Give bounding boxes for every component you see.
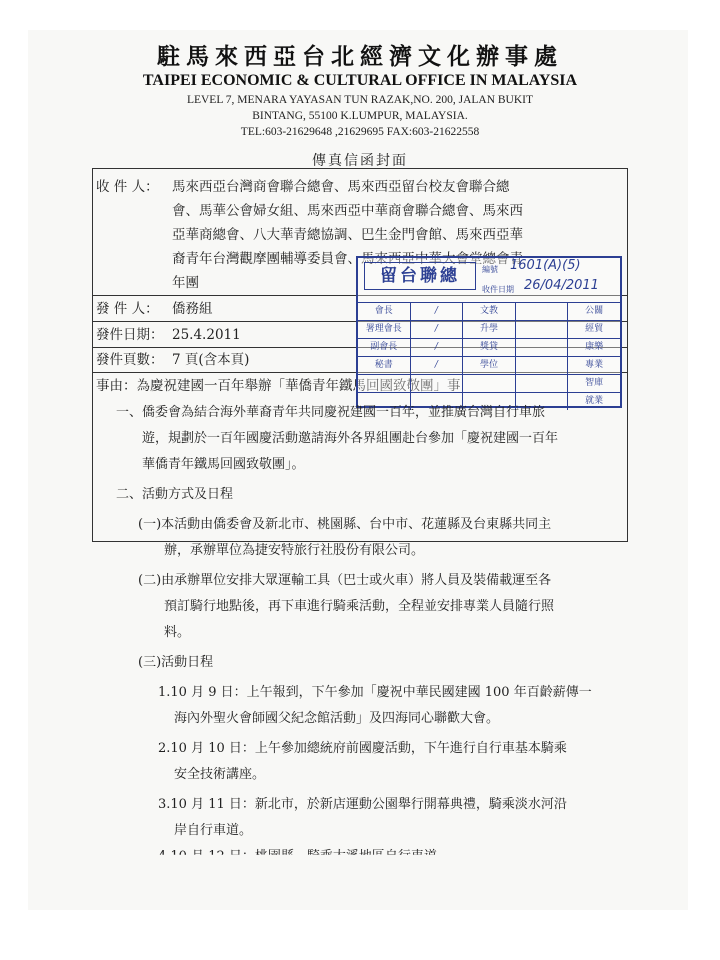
- stamp-cell: 專業: [567, 357, 620, 374]
- schedule-day-3: 3.10 月 11 日：新北市，於新店運動公園舉行開幕典禮，騎乘淡水河沿: [158, 797, 567, 812]
- section-2-heading: 二、活動方式及日程: [116, 487, 234, 502]
- recipient-line: 亞華商總會、八大華青總協調、巴生金門會館、馬來西亞華: [172, 227, 523, 243]
- stamp-cell: /: [410, 357, 463, 374]
- stamp-cell: [462, 375, 515, 392]
- stamp-cell: 就業: [567, 393, 620, 410]
- item-3-heading: (三)活動日程: [138, 655, 214, 670]
- recipient-line: 會、馬華公會婦女組、馬來西亞中華商會聯合總會、馬來西: [172, 203, 523, 219]
- recipient-line: 裔青年台灣觀摩團輔導委員會、馬來西亞中華大會堂總會青: [172, 251, 523, 267]
- item-1-line: 辦，承辦單位為捷安特旅行社股份有限公司。: [164, 543, 425, 558]
- paragraph-1-line: 遊，規劃於一百年國慶活動邀請海外各界組團赴台參加「慶祝建國一百年: [142, 431, 559, 446]
- stamp-cell: [358, 375, 410, 392]
- stamp-cell: 秘書: [374, 360, 393, 370]
- stamp-cell: [410, 375, 463, 392]
- stamp-row: [358, 374, 620, 392]
- subject-line: 事由：為慶祝建國一百年舉辦「華僑青年鐵馬回國致敬團」事: [96, 378, 461, 394]
- contact-line: TEL:603-21629648 ,21629695 FAX:603-21622558: [240, 126, 480, 138]
- org-name-english: TAIPEI ECONOMIC & CULTURAL OFFICE IN MALAYSIA: [142, 72, 578, 89]
- stamp-row: [358, 320, 620, 338]
- address-line-1: LEVEL 7, MENARA YAYASAN TUN RAZAK,NO. 200, JALAN BUKIT: [186, 94, 534, 106]
- schedule-day-2: 安全技術講座。: [174, 767, 266, 782]
- stamp-cell: 學位: [462, 357, 515, 374]
- item-1-line: (一)本活動由僑委會及新北市、桃園縣、台中市、花蓮縣及台東縣共同主: [138, 517, 552, 532]
- received-stamp: [356, 256, 622, 408]
- pages-label: 發件頁數：: [96, 352, 164, 368]
- org-name-chinese: 駐馬來西亞台北經濟文化辦事處: [157, 43, 563, 70]
- stamp-row: [358, 338, 620, 356]
- date-label: 發件日期：: [96, 327, 164, 343]
- recipient-label: 收 件 人：: [96, 179, 159, 195]
- stamp-row: [358, 356, 620, 374]
- stamp-handwritten-number: 1601(A)(5): [510, 258, 581, 273]
- stamp-cell: 會長: [374, 306, 393, 316]
- date-value: 25.4.2011: [172, 327, 241, 343]
- paragraph-1-line: 華僑青年鐵馬回國致敬團」。: [142, 457, 305, 472]
- stamp-cell: 升學: [462, 321, 515, 338]
- sender-label: 發 件 人：: [96, 301, 159, 317]
- stamp-cell: 康樂: [567, 339, 620, 356]
- stamp-cell: [515, 357, 568, 374]
- stamp-routing-grid: [358, 302, 620, 410]
- stamp-cell: /: [410, 339, 463, 356]
- address-line-2: BINTANG, 55100 K.LUMPUR, MALAYSIA.: [252, 110, 468, 122]
- stamp-cell: [515, 303, 568, 320]
- stamp-cell: 獎貸: [462, 339, 515, 356]
- stamp-cell: 文教: [462, 303, 515, 320]
- stamp-cell: 公關: [567, 303, 620, 320]
- paragraph-1-line: 一、僑委會為結合海外華裔青年共同慶祝建國一百年，並推廣台灣自行車旅: [116, 405, 546, 420]
- stamp-cell: /: [410, 321, 463, 338]
- sender-value: 僑務組: [172, 301, 213, 317]
- stamp-row: [358, 302, 620, 320]
- schedule-day-3: 岸自行車道。: [174, 823, 253, 838]
- stamp-cell: /: [410, 303, 463, 320]
- cover-title: 傳真信函封面: [312, 153, 408, 169]
- item-2-line: 預訂騎行地點後，再下車進行騎乘活動，全程並安排專業人員隨行照: [164, 599, 555, 614]
- stamp-cell: 智庫: [567, 375, 620, 392]
- stamp-cell: 署理會長: [365, 324, 402, 334]
- stamp-cell: [515, 339, 568, 356]
- item-2-line: (二)由承辦單位安排大眾運輸工具（巴士或火車）將人員及裝備載運至各: [138, 573, 552, 588]
- schedule-day-1: 1.10 月 9 日：上午報到，下午參加「慶祝中華民國建國 100 年百齡薪傳一: [158, 685, 592, 700]
- stamp-cell: [515, 375, 568, 392]
- stamp-number-label: 編號: [482, 265, 498, 274]
- stamp-cell: 經貿: [567, 321, 620, 338]
- recipient-line: 馬來西亞台灣商會聯合總會、馬來西亞留台校友會聯合總: [172, 179, 510, 195]
- recipient-line: 年團: [172, 275, 199, 291]
- schedule-day-2: 2.10 月 10 日：上午參加總統府前國慶活動，下午進行自行車基本騎乘: [158, 741, 567, 756]
- stamp-received-label: 收件日期: [482, 285, 514, 294]
- schedule-day-1: 海內外聖火會師國父紀念館活動」及四海同心聯歡大會。: [174, 711, 500, 726]
- stamp-cell: [515, 321, 568, 338]
- stamp-handwritten-date: 26/04/2011: [524, 278, 599, 293]
- pages-value: 7 頁(含本頁): [172, 352, 250, 368]
- stamp-cell: 副會長: [370, 342, 398, 352]
- stamp-title: 留台聯總: [364, 262, 476, 290]
- item-2-line: 料。: [164, 625, 191, 640]
